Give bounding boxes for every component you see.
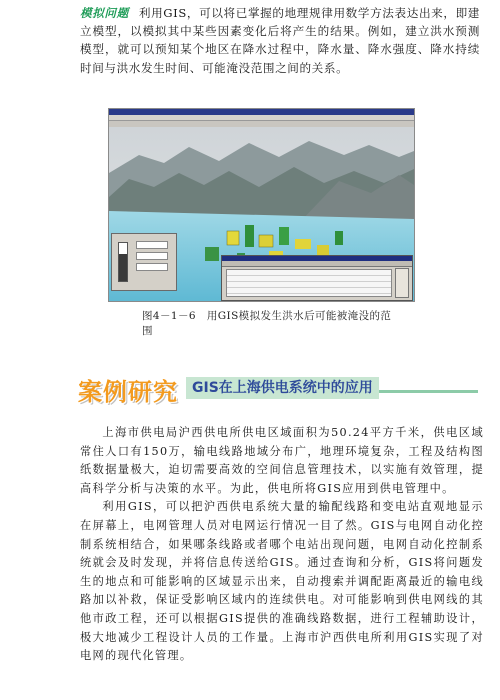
- panel-field-2: [136, 252, 168, 260]
- case-study-subtitle: GIS在上海供电系统中的应用: [186, 377, 379, 399]
- case-paragraph-2: 利用GIS，可以把沪西供电系统大量的输配线路和变电站直观地显示在屏幕上，电网管理人员对电网运行情况一目了然。GIS与电网自动化控制系统相结合，如果哪条线路或者哪个电站出现问题，电网自动化控制系统就会及时发现，并将信息传送给GIS。通过查询和分析，GIS将问题发生的地点和可能影响的区域显示出来，自动搜索并调配距离最近的输电线路加以补救，保证受影响区域内的连续供电。对可能影响到供电网线的其他市政工程，还可以根据GIS提供的准确线路数据，进行工程辅助设计，极大地减少工程设计人员的工作量。上海市沪西供电所利用GIS实现了对电网的现代化管理。: [80, 500, 484, 663]
- intro-paragraph: [80, 4, 480, 77]
- intro-text: 利用GIS，可以将已掌握的地理规律用数学方法表达出来，即建立模型，以模拟其中某些因素变化后将产生的结果。例如，建立洪水预测模型，就可以预知某个地区在降水过程中，降水量、降水强度、降水持续时间与洪水发生时间、可能淹没范围之间的关系。: [80, 6, 480, 75]
- intro-label: 模拟问题: [80, 6, 129, 20]
- data-table-window: [221, 255, 413, 301]
- panel-field-3: [136, 263, 168, 271]
- data-window-toolbar: [222, 261, 412, 267]
- case-study-body: [80, 424, 484, 666]
- water-level-panel: [111, 233, 177, 291]
- panel-field-1: [136, 241, 168, 249]
- gis-screenshot-figure: [108, 108, 415, 302]
- water-level-gauge: [118, 242, 128, 282]
- figure-caption: 图4－1－6 用GIS模拟发生洪水后可能被淹没的范围: [142, 310, 392, 337]
- case-study-title: 案例研究: [78, 378, 178, 406]
- data-table: [226, 269, 392, 297]
- data-window-scrollbar: [395, 268, 409, 298]
- case-paragraph-1: 上海市供电局沪西供电所供电区域面积为50.24平方千米，供电区域常住人口有150万，输电线路地域分布广，地理环境复杂，工程及结构图纸数据量极大，迫切需要高效的空间信息管理技术，以实施有效管理，提高科学分析与决策的水平。为此，供电所将GIS应用到供电管理中。: [80, 426, 484, 495]
